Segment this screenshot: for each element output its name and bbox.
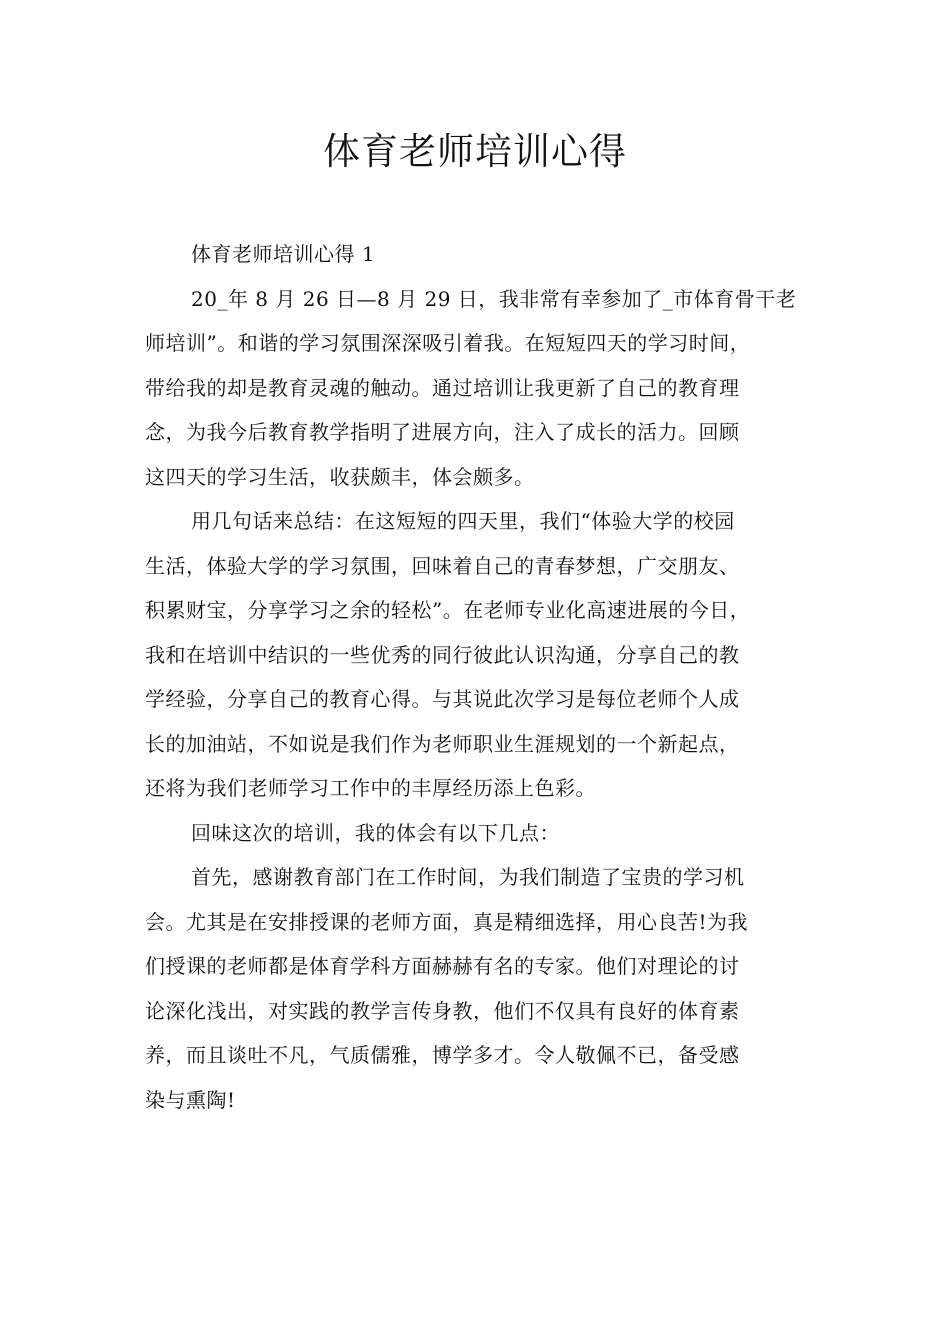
body-line: 们授课的老师都是体育学科方面赫赫有名的专家。他们对理论的讨: [145, 954, 740, 978]
body-line: 20_年 8 月 26 日—8 月 29 日，我非常有幸参加了_市体育骨干老: [191, 286, 797, 311]
body-line: 论深化浅出，对实践的教学言传身教，他们不仅具有良好的体育素: [145, 998, 740, 1023]
document-body: [145, 232, 820, 1122]
body-line: 回味这次的培训，我的体会有以下几点：: [191, 820, 560, 845]
body-line: 生活，体验大学的学习氛围，回味着自己的青春梦想，广交朋友、: [145, 553, 740, 578]
body-line: 学经验，分享自己的教育心得。与其说此次学习是每位老师个人成: [145, 687, 740, 711]
body-line: 念，为我今后教育教学指明了进展方向，注入了成长的活力。回顾: [145, 420, 740, 444]
body-line: 师培训”。和谐的学习氛围深深吸引着我。在短短四天的学习时间，: [145, 331, 751, 355]
body-line: 带给我的却是教育灵魂的触动。通过培训让我更新了自己的教育理: [145, 375, 740, 400]
body-line: 首先，感谢教育部门在工作时间，为我们制造了宝贵的学习机: [191, 865, 745, 889]
body-line: 我和在培训中结识的一些优秀的同行彼此认识沟通，分享自己的教: [145, 642, 740, 667]
body-line: 长的加油站，不如说是我们作为老师职业生涯规划的一个新起点，: [145, 731, 740, 756]
section-heading: 体育老师培训心得 1: [191, 242, 376, 266]
body-line: 积累财宝，分享学习之余的轻松”。在老师专业化高速进展的今日，: [145, 598, 751, 622]
body-line: 用几句话来总结：在这短短的四天里，我们“体验大学的校园: [191, 509, 735, 533]
body-line: 还将为我们老师学习工作中的丰厚经历添上色彩。: [145, 776, 596, 800]
document-title: 体育老师培训心得: [323, 130, 627, 173]
body-line: 会。尤其是在安排授课的老师方面，真是精细选择，用心良苦!为我: [145, 909, 749, 934]
body-line: 这四天的学习生活，收获颇丰，体会颇多。: [145, 464, 535, 489]
body-line: 染与熏陶!: [145, 1087, 236, 1112]
body-line: 养，而且谈吐不凡，气质儒雅，博学多才。令人敬佩不已，备受感: [145, 1043, 740, 1067]
